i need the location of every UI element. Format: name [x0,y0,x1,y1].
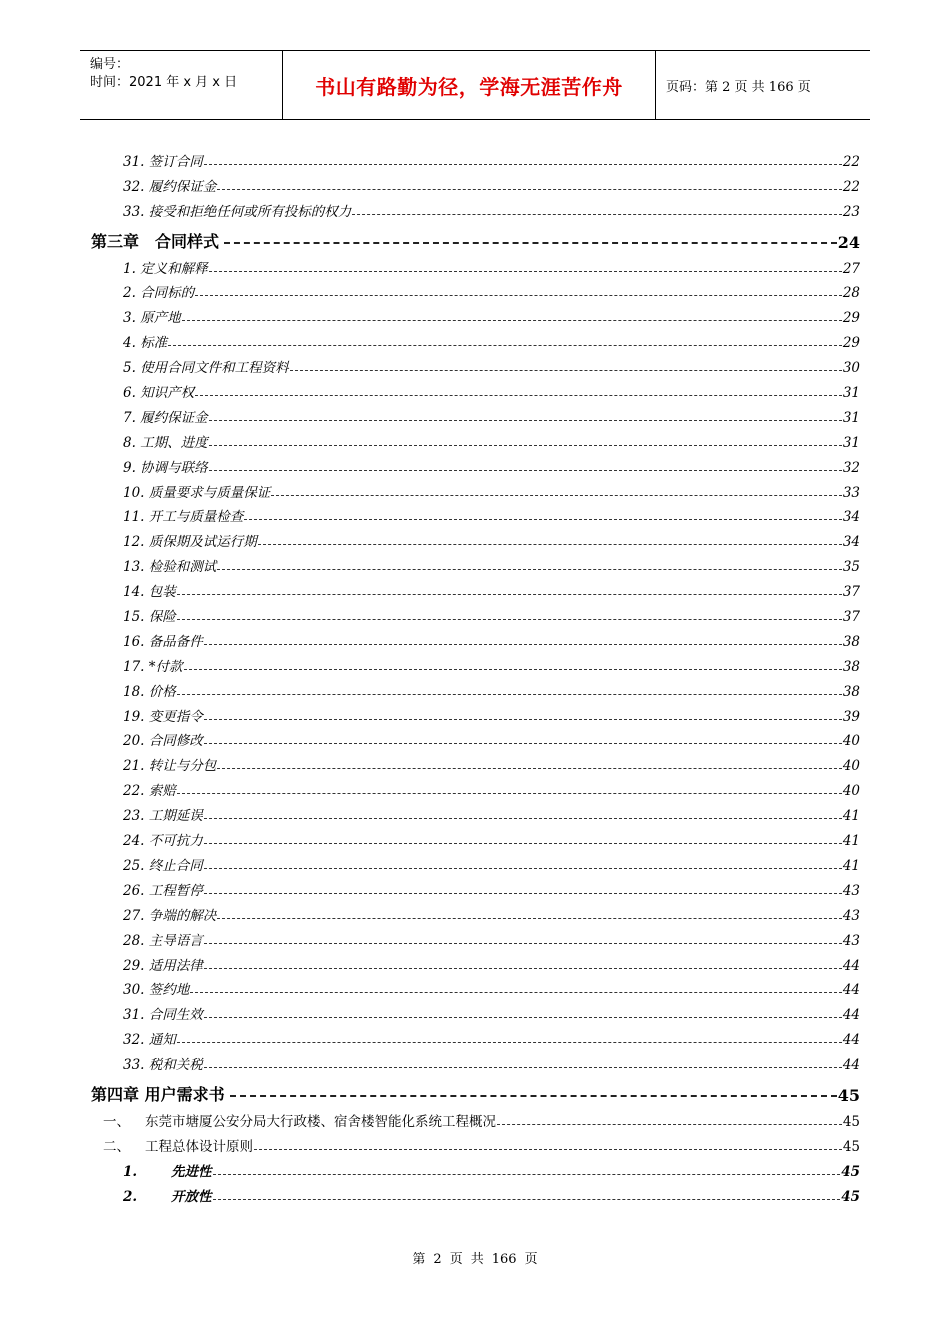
toc-entry-label: 9. 协调与联络 [123,459,208,476]
toc-entry-label: 22. 索赔 [123,783,176,800]
toc-page-number: 31 [842,434,860,451]
toc-leader [224,242,837,244]
toc-chapter-label: 第四章 用户需求书 [91,1085,225,1105]
toc-leader [209,445,842,446]
toc-page-number: 34 [842,534,860,551]
toc-leader [254,1149,842,1150]
toc-entry-label: 17. *付款 [123,658,183,675]
toc-entry-label: 33. 税和关税 [123,1057,203,1074]
toc-leader [217,768,842,769]
footer-total: 166 [491,1252,517,1267]
toc-chapter-label: 第三章 合同样式 [91,231,220,251]
toc-entry-label: 23. 工期延误 [123,808,203,825]
toc-page-number: 43 [842,907,860,924]
toc-entry-label [123,1185,212,1205]
toc-leader [290,370,842,371]
toc-leader [258,544,842,545]
toc-leader [244,519,842,520]
toc-entry[interactable] [0,849,860,874]
toc-page-number: 35 [842,559,860,576]
toc-entry[interactable] [0,426,860,451]
toc-entry[interactable] [0,301,860,326]
header-page-info: 页码：第 2 页 共 166 页 [666,79,811,95]
toc-leader [209,420,842,421]
toc-leader [177,594,842,595]
toc-page-number: 45 [837,1086,860,1106]
toc-entry[interactable] [0,501,860,526]
toc-leader [204,893,842,894]
toc-leader [217,189,842,190]
toc-page-number: 45 [842,1138,860,1155]
toc-entry[interactable] [0,874,860,899]
table-of-contents [0,145,950,1205]
toc-page-number: 31 [842,385,860,402]
toc-leader [204,743,842,744]
header-meta [80,51,282,119]
toc-leader [204,164,842,165]
toc-entry[interactable] [0,700,860,725]
toc-entry[interactable] [0,1155,860,1180]
toc-page-number: 38 [842,658,860,675]
toc-entry[interactable] [0,725,860,750]
toc-entry-label: 29. 适用法律 [123,957,203,974]
toc-page-number: 23 [842,203,860,220]
toc-leader [352,214,842,215]
toc-leader [213,1174,841,1175]
toc-page-number: 33 [842,484,860,501]
toc-page-number: 30 [842,360,860,377]
toc-leader [204,868,842,869]
toc-leader [168,345,842,346]
toc-entry-label: 5. 使用合同文件和工程资料 [123,360,289,377]
toc-leader [177,1042,842,1043]
toc-entry[interactable] [0,998,860,1023]
page-footer [0,1248,950,1267]
doc-number: 编号： [90,57,130,72]
toc-page-number: 44 [842,1057,860,1074]
toc-entry[interactable] [0,550,860,575]
toc-page-number: 22 [842,153,860,170]
toc-page-number: 41 [842,833,860,850]
toc-entry-label: 20. 合同修改 [123,733,203,750]
toc-entry[interactable] [0,749,860,774]
toc-entry-label: 18. 价格 [123,683,176,700]
toc-entry[interactable] [0,170,860,195]
toc-page-number: 32 [842,459,860,476]
toc-leader [217,569,842,570]
toc-entry-label: 33. 接受和拒绝任何或所有投标的权力 [123,203,352,220]
toc-entry-label: 24. 不可抗力 [123,833,203,850]
toc-entry-number: 2. [123,1188,138,1205]
page-header [80,50,870,120]
toc-entry[interactable] [0,451,860,476]
toc-leader [204,943,842,944]
toc-entry[interactable] [0,824,860,849]
toc-entry-label: 8. 工期、进度 [123,434,208,451]
toc-leader [204,843,842,844]
toc-entry[interactable] [0,675,860,700]
toc-page-number: 37 [842,609,860,626]
toc-entry-label: 32. 履约保证金 [123,178,217,195]
toc-page-number: 40 [842,758,860,775]
toc-entry-label [103,1135,253,1155]
toc-entry[interactable] [0,1105,860,1130]
toc-page-number: 37 [842,584,860,601]
toc-entry-label: 31. 签订合同 [123,153,203,170]
toc-entry-label: 2. 合同标的 [123,285,195,302]
toc-leader [184,669,842,670]
footer-text: 页 [524,1252,538,1267]
toc-entry-label: 6. 知识产权 [123,385,195,402]
toc-page-number: 24 [837,232,860,252]
toc-leader [217,918,842,919]
toc-page-number: 40 [842,733,860,750]
toc-leader [204,818,842,819]
toc-entry-label: 7. 履约保证金 [123,409,208,426]
toc-entry[interactable] [0,401,860,426]
toc-entry[interactable] [0,525,860,550]
toc-leader [209,271,842,272]
toc-entry[interactable] [0,1048,860,1073]
toc-page-number: 41 [842,808,860,825]
toc-page-number: 45 [841,1163,860,1180]
toc-leader [204,644,842,645]
footer-page: 2 [433,1252,442,1267]
toc-entry-label: 12. 质保期及试运行期 [123,534,257,551]
toc-entry-text: 先进性 [171,1163,212,1180]
toc-entry-label: 27. 争端的解决 [123,907,217,924]
toc-page-number: 40 [842,783,860,800]
toc-leader [204,719,842,720]
toc-page-number: 41 [842,857,860,874]
toc-leader [497,1124,842,1125]
toc-entry[interactable] [0,575,860,600]
toc-leader [182,320,842,321]
toc-entry-label [103,1110,496,1130]
toc-entry-label: 30. 签约地 [123,982,190,999]
toc-entry[interactable] [0,899,860,924]
toc-entry-label: 25. 终止合同 [123,857,203,874]
toc-page-number: 44 [842,1007,860,1024]
toc-entry[interactable] [0,650,860,675]
toc-leader [177,619,842,620]
footer-text: 共 [470,1252,484,1267]
footer-text: 第 [412,1252,426,1267]
toc-entry[interactable] [0,145,860,170]
toc-page-number: 44 [842,982,860,999]
toc-page-number: 43 [842,932,860,949]
toc-page-number: 38 [842,633,860,650]
toc-chapter-3[interactable] [0,220,860,252]
toc-entry[interactable] [0,476,860,501]
toc-page-number: 29 [842,335,860,352]
toc-entry[interactable] [0,799,860,824]
toc-page-number: 43 [842,882,860,899]
toc-entry-text: 东莞市塘厦公安分局大行政楼、宿舍楼智能化系统工程概况 [145,1113,496,1130]
toc-entry-label: 14. 包装 [123,584,176,601]
toc-entry-label: 10. 质量要求与质量保证 [123,484,271,501]
toc-entry[interactable] [0,252,860,277]
toc-entry[interactable] [0,1180,860,1205]
toc-entry[interactable] [0,924,860,949]
toc-entry-text: 开放性 [171,1188,212,1205]
footer-text: 页 [449,1252,463,1267]
toc-entry-label: 13. 检验和测试 [123,559,217,576]
toc-entry-label: 19. 变更指令 [123,708,203,725]
toc-entry[interactable] [0,974,860,999]
toc-entry[interactable] [0,625,860,650]
toc-entry-label: 16. 备品备件 [123,633,203,650]
toc-entry[interactable] [0,949,860,974]
toc-entry-number: 一、 [103,1113,130,1130]
toc-entry[interactable] [0,1023,860,1048]
toc-entry-label: 32. 通知 [123,1032,176,1049]
toc-entry[interactable] [0,600,860,625]
toc-entry-text: 工程总体设计原则 [145,1138,253,1155]
toc-page-number: 28 [842,285,860,302]
toc-page-number: 29 [842,310,860,327]
toc-page-number: 31 [842,409,860,426]
toc-entry-label: 3. 原产地 [123,310,181,327]
toc-leader [204,968,842,969]
toc-entry-number: 二、 [103,1138,130,1155]
toc-page-number: 45 [842,1113,860,1130]
toc-entry-label: 4. 标准 [123,335,168,352]
toc-entry[interactable] [0,326,860,351]
toc-entry[interactable] [0,277,860,302]
toc-page-number: 34 [842,509,860,526]
toc-leader [177,694,842,695]
toc-entry-number: 1. [123,1163,138,1180]
toc-leader [213,1199,841,1200]
header-motto: 书山有路勤为径，学海无涯苦作舟 [282,51,656,119]
toc-entry-label: 31. 合同生效 [123,1007,203,1024]
toc-leader [271,495,842,496]
doc-date: 时间：2021 年 x 月 x 日 [90,75,238,90]
toc-leader [195,395,842,396]
toc-page-number: 44 [842,957,860,974]
toc-leader [204,1067,842,1068]
toc-leader [195,295,842,296]
toc-chapter-4[interactable] [0,1073,860,1105]
toc-entry-label: 1. 定义和解释 [123,260,208,277]
toc-page-number: 45 [841,1188,860,1205]
toc-entry[interactable] [0,376,860,401]
toc-entry[interactable] [0,351,860,376]
toc-entry-label: 15. 保险 [123,609,176,626]
toc-leader [230,1095,837,1097]
toc-entry-label: 21. 转让与分包 [123,758,217,775]
toc-page-number: 38 [842,683,860,700]
toc-entry[interactable] [0,774,860,799]
toc-entry[interactable] [0,195,860,220]
toc-page-number: 22 [842,178,860,195]
toc-page-number: 27 [842,260,860,277]
toc-leader [190,992,842,993]
toc-entry-label: 11. 开工与质量检查 [123,509,244,526]
toc-entry[interactable] [0,1130,860,1155]
toc-entry-label [123,1160,212,1180]
toc-page-number: 44 [842,1032,860,1049]
toc-leader [177,793,842,794]
toc-leader [209,470,842,471]
toc-leader [204,1017,842,1018]
toc-entry-label: 26. 工程暂停 [123,882,203,899]
toc-entry-label: 28. 主导语言 [123,932,203,949]
toc-page-number: 39 [842,708,860,725]
